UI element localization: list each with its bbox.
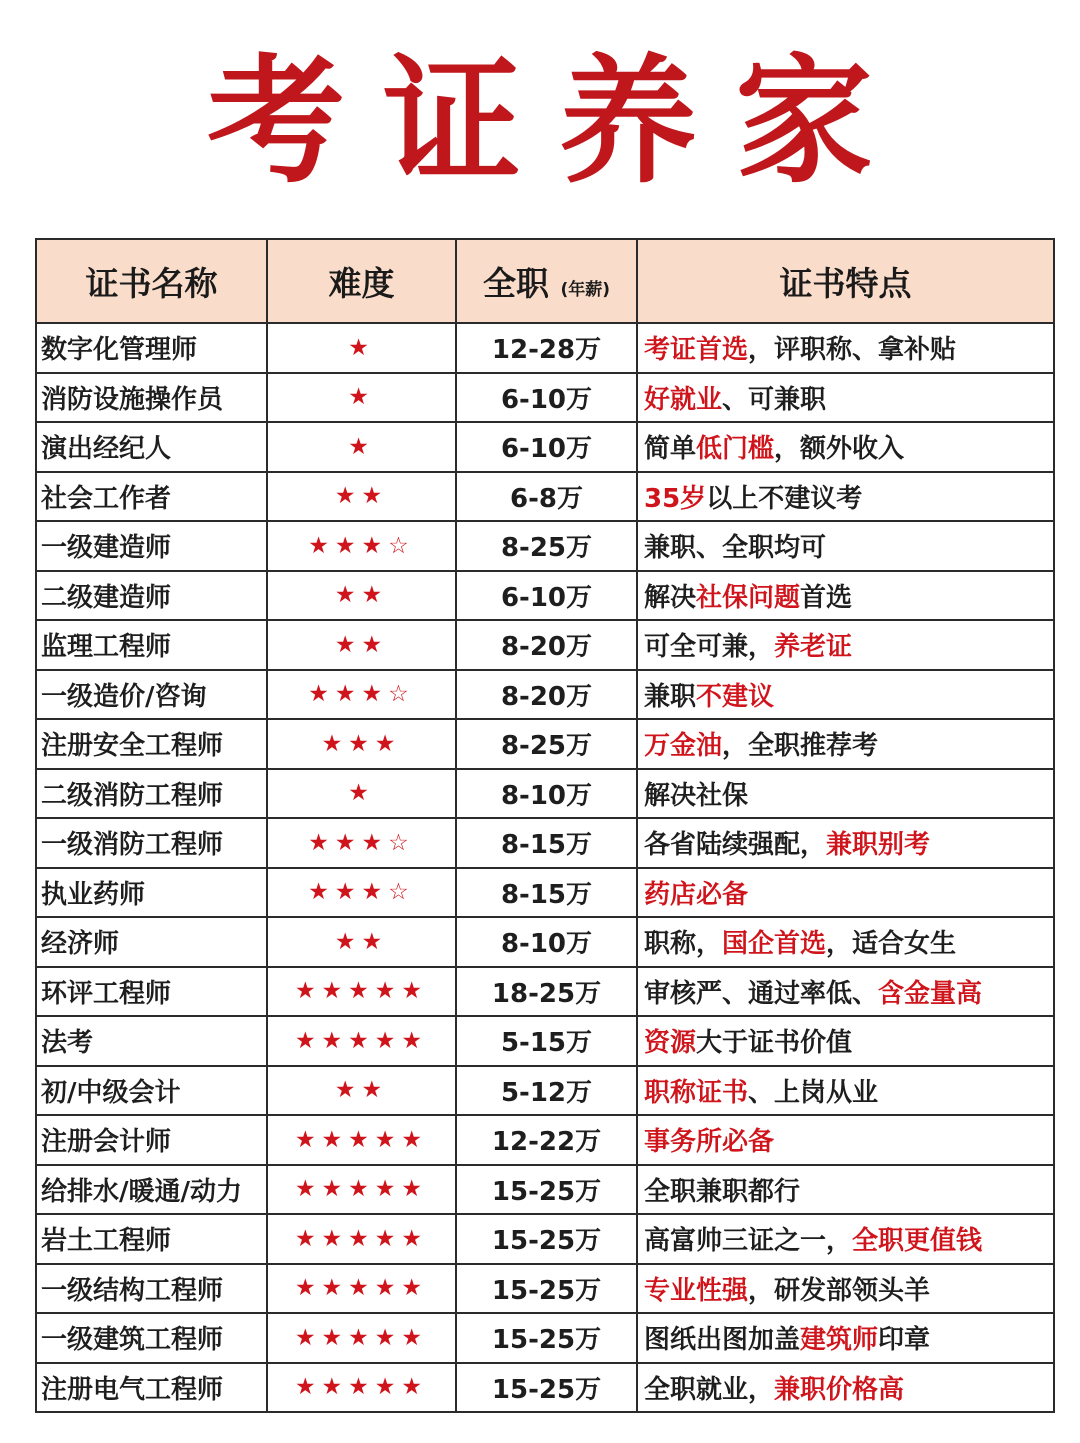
difficulty-stars: ★★★★★ [267, 1115, 456, 1165]
cert-name-cell: 给排水/暖通/动力 [36, 1165, 267, 1215]
salary-cell: 15-25万 [456, 1264, 637, 1314]
cert-name-cell: 二级建造师 [36, 571, 267, 621]
feature-cell [637, 1115, 1054, 1165]
feature-cell [637, 521, 1054, 571]
cert-name-cell: 一级消防工程师 [36, 818, 267, 868]
feature-highlight-text: 全职更值钱 [852, 1226, 983, 1257]
cert-name-cell: 数字化管理师 [36, 323, 267, 373]
cert-name-cell: 环评工程师 [36, 967, 267, 1017]
salary-cell: 8-20万 [456, 670, 637, 720]
difficulty-stars: ★★ [267, 571, 456, 621]
feature-highlight-text: 职称证书 [644, 1077, 749, 1108]
feature-highlight-text: 考证首选 [644, 335, 749, 366]
feature-cell [637, 373, 1054, 423]
salary-cell: 5-12万 [456, 1066, 637, 1116]
feature-cell [637, 472, 1054, 522]
table-row [36, 1264, 1054, 1314]
difficulty-stars: ★★★★★ [267, 1313, 456, 1363]
feature-cell [637, 1016, 1054, 1066]
table-row [36, 1165, 1054, 1215]
salary-header-label: 全职 [482, 263, 549, 303]
feature-cell [637, 1363, 1054, 1413]
feature-cell [637, 571, 1054, 621]
feature-text: 兼职 [644, 681, 697, 712]
table-row [36, 521, 1054, 571]
table-row [36, 1066, 1054, 1116]
feature-highlight-text: 资源 [644, 1028, 697, 1059]
cert-name-cell: 消防设施操作员 [36, 373, 267, 423]
difficulty-stars: ★ [267, 323, 456, 373]
cert-name-cell: 执业药师 [36, 868, 267, 918]
salary-cell: 18-25万 [456, 967, 637, 1017]
feature-text: ，研发部领头羊 [748, 1275, 931, 1306]
feature-highlight-text: 低门槛 [696, 434, 775, 465]
feature-text: 、上岗从业 [748, 1077, 879, 1108]
cert-name-cell: 监理工程师 [36, 620, 267, 670]
feature-cell [637, 422, 1054, 472]
salary-cell: 6-8万 [456, 472, 637, 522]
feature-highlight-text: 好就业 [644, 384, 723, 415]
feature-text: 全职兼职都行 [644, 1176, 801, 1207]
table-row [36, 868, 1054, 918]
feature-text: 各省陆续强配， [644, 830, 827, 861]
feature-text: 职称， [644, 929, 723, 960]
difficulty-stars: ★ [267, 373, 456, 423]
cert-name-cell: 岩土工程师 [36, 1214, 267, 1264]
feature-cell [637, 1264, 1054, 1314]
feature-cell [637, 323, 1054, 373]
feature-cell [637, 1214, 1054, 1264]
feature-highlight-text: 兼职别考 [826, 830, 931, 861]
feature-text: 以上不建议考 [706, 483, 863, 514]
difficulty-stars: ★★ [267, 917, 456, 967]
feature-highlight-text: 社保问题 [696, 582, 801, 613]
feature-text: 印章 [878, 1325, 931, 1356]
feature-text: 全职就业， [644, 1374, 775, 1405]
feature-cell [637, 769, 1054, 819]
feature-text: 解决 [644, 582, 697, 613]
feature-highlight-text: 35岁 [644, 483, 707, 514]
feature-cell [637, 1313, 1054, 1363]
table-row [36, 719, 1054, 769]
feature-text: 、可兼职 [722, 384, 827, 415]
salary-cell: 8-25万 [456, 521, 637, 571]
feature-highlight-text: 养老证 [774, 632, 853, 663]
table-row [36, 670, 1054, 720]
cert-name-cell: 演出经纪人 [36, 422, 267, 472]
salary-cell: 6-10万 [456, 373, 637, 423]
feature-text: ，全职推荐考 [722, 731, 879, 762]
feature-highlight-text: 事务所必备 [644, 1127, 775, 1158]
feature-cell [637, 620, 1054, 670]
table-row [36, 1214, 1054, 1264]
difficulty-stars: ★ [267, 422, 456, 472]
column-header-salary [456, 239, 637, 323]
column-header-name: 证书名称 [36, 239, 267, 323]
salary-cell: 8-15万 [456, 818, 637, 868]
table-row [36, 1313, 1054, 1363]
certificate-table [35, 238, 1055, 1413]
feature-cell [637, 670, 1054, 720]
table-row [36, 472, 1054, 522]
salary-cell: 8-10万 [456, 917, 637, 967]
feature-highlight-text: 药店必备 [644, 879, 749, 910]
difficulty-stars: ★★★★★ [267, 1363, 456, 1413]
cert-name-cell: 一级造价/咨询 [36, 670, 267, 720]
cert-name-cell: 一级建筑工程师 [36, 1313, 267, 1363]
cert-name-cell: 初/中级会计 [36, 1066, 267, 1116]
feature-text: 解决社保 [644, 780, 749, 811]
table-row [36, 620, 1054, 670]
salary-cell: 8-25万 [456, 719, 637, 769]
cert-name-cell: 法考 [36, 1016, 267, 1066]
feature-text: 审核严、通过率低、 [644, 978, 879, 1009]
feature-text: ，额外收入 [774, 434, 905, 465]
table-row [36, 373, 1054, 423]
salary-cell: 12-28万 [456, 323, 637, 373]
feature-text: 首选 [800, 582, 853, 613]
salary-cell: 15-25万 [456, 1313, 637, 1363]
page-title: 考证养家 [206, 41, 911, 202]
salary-cell: 5-15万 [456, 1016, 637, 1066]
difficulty-stars: ★★★★★ [267, 1264, 456, 1314]
feature-highlight-text: 建筑师 [800, 1325, 879, 1356]
feature-cell [637, 1165, 1054, 1215]
difficulty-stars: ★★★★★ [267, 1016, 456, 1066]
difficulty-stars: ★★★☆ [267, 670, 456, 720]
table-row [36, 1363, 1054, 1413]
salary-cell: 8-20万 [456, 620, 637, 670]
difficulty-stars: ★★★ [267, 719, 456, 769]
feature-highlight-text: 含金量高 [878, 978, 983, 1009]
feature-text: 大于证书价值 [696, 1028, 853, 1059]
feature-cell [637, 1066, 1054, 1116]
table-row [36, 917, 1054, 967]
feature-text: ，评职称、拿补贴 [748, 335, 957, 366]
difficulty-stars: ★ [267, 769, 456, 819]
salary-cell: 8-10万 [456, 769, 637, 819]
difficulty-stars: ★★★★★ [267, 1165, 456, 1215]
salary-cell: 15-25万 [456, 1165, 637, 1215]
feature-text: 图纸出图加盖 [644, 1325, 801, 1356]
table-row [36, 1016, 1054, 1066]
salary-cell: 6-10万 [456, 422, 637, 472]
table-row [36, 769, 1054, 819]
column-header-features: 证书特点 [637, 239, 1054, 323]
salary-cell: 8-15万 [456, 868, 637, 918]
feature-highlight-text: 不建议 [696, 681, 775, 712]
feature-highlight-text: 万金油 [644, 731, 723, 762]
feature-text: 高富帅三证之一， [644, 1226, 853, 1257]
feature-cell [637, 719, 1054, 769]
table-row [36, 818, 1054, 868]
cert-name-cell: 注册会计师 [36, 1115, 267, 1165]
cert-name-cell: 注册电气工程师 [36, 1363, 267, 1413]
salary-cell: 15-25万 [456, 1214, 637, 1264]
cert-name-cell: 一级建造师 [36, 521, 267, 571]
feature-text: 兼职、全职均可 [644, 533, 827, 564]
feature-text: ，适合女生 [826, 929, 957, 960]
difficulty-stars: ★★★☆ [267, 868, 456, 918]
difficulty-stars: ★★★☆ [267, 818, 456, 868]
cert-name-cell: 二级消防工程师 [36, 769, 267, 819]
table-row [36, 967, 1054, 1017]
difficulty-stars: ★★ [267, 620, 456, 670]
feature-cell [637, 868, 1054, 918]
table-row [36, 323, 1054, 373]
feature-cell [637, 967, 1054, 1017]
difficulty-stars: ★★★★★ [267, 967, 456, 1017]
salary-cell: 15-25万 [456, 1363, 637, 1413]
cert-name-cell: 一级结构工程师 [36, 1264, 267, 1314]
table-row [36, 1115, 1054, 1165]
feature-text: 简单 [644, 434, 697, 465]
feature-cell [637, 818, 1054, 868]
column-header-difficulty: 难度 [267, 239, 456, 323]
salary-header-unit: (年薪) [560, 279, 611, 300]
feature-text: 可全可兼， [644, 632, 775, 663]
table-header-row [36, 239, 1054, 323]
feature-cell [637, 917, 1054, 967]
salary-cell: 6-10万 [456, 571, 637, 621]
feature-highlight-text: 国企首选 [722, 929, 827, 960]
table-body [36, 323, 1054, 1412]
feature-highlight-text: 专业性强 [644, 1275, 749, 1306]
difficulty-stars: ★★ [267, 1066, 456, 1116]
difficulty-stars: ★★★★★ [267, 1214, 456, 1264]
feature-highlight-text: 兼职价格高 [774, 1374, 905, 1405]
table-row [36, 422, 1054, 472]
table-row [36, 571, 1054, 621]
salary-cell: 12-22万 [456, 1115, 637, 1165]
cert-name-cell: 经济师 [36, 917, 267, 967]
cert-name-cell: 社会工作者 [36, 472, 267, 522]
difficulty-stars: ★★★☆ [267, 521, 456, 571]
cert-name-cell: 注册安全工程师 [36, 719, 267, 769]
difficulty-stars: ★★ [267, 472, 456, 522]
